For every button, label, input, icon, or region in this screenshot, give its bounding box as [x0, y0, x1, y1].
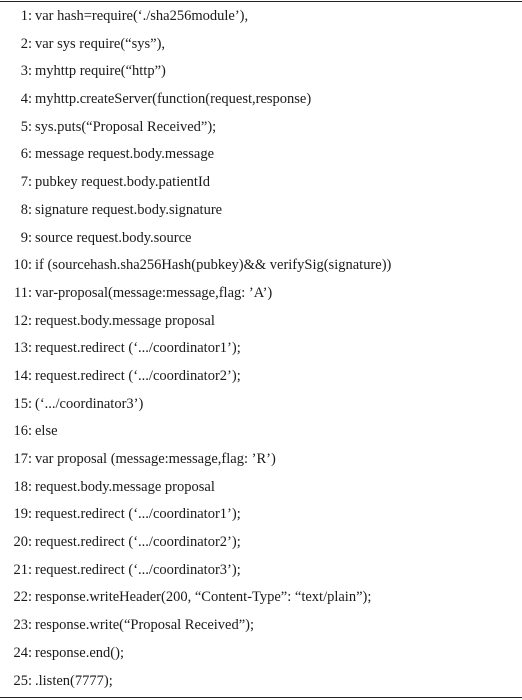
line-code: pubkey request.body.patientId	[35, 174, 211, 191]
line-number: 3:	[20, 63, 32, 80]
line-number: 21:	[13, 561, 32, 578]
line-code: response.writeHeader(200, “Content-Type”: “text/plain”);	[35, 589, 372, 606]
line-code: var hash=require(‘./sha256module’),	[35, 8, 249, 24]
line-number: 24:	[13, 644, 32, 661]
code-line	[0, 474, 522, 502]
line-number: 20:	[13, 534, 32, 551]
code-line	[0, 280, 522, 308]
line-code: if (sourcehash.sha256Hash(pubkey)&& verifySig(signature))	[35, 257, 392, 274]
code-line	[0, 308, 522, 336]
code-line	[0, 225, 522, 253]
line-number: 4:	[20, 91, 32, 108]
line-number: 19:	[13, 506, 32, 523]
line-code: else	[35, 423, 58, 440]
code-line	[0, 612, 522, 640]
line-code: request.body.message proposal	[35, 312, 215, 329]
line-code: response.end();	[35, 644, 124, 661]
code-line	[0, 335, 522, 363]
line-code: request.redirect (‘.../coordinator1’);	[35, 506, 241, 523]
code-line	[0, 391, 522, 419]
line-number: 10:	[13, 257, 32, 274]
line-code: request.body.message proposal	[35, 478, 215, 495]
line-code: source request.body.source	[35, 229, 192, 246]
line-code: request.redirect (‘.../coordinator1’);	[35, 340, 241, 357]
line-number: 25:	[13, 672, 32, 689]
line-number: 16:	[13, 423, 32, 440]
line-number: 13:	[13, 340, 32, 357]
line-number: 1:	[20, 8, 32, 24]
line-code: request.redirect (‘.../coordinator3’);	[35, 561, 241, 578]
line-number: 18:	[13, 478, 32, 495]
line-number: 8:	[20, 201, 32, 218]
bottom-rule	[0, 697, 522, 698]
line-code: request.redirect (‘.../coordinator2’);	[35, 534, 241, 551]
line-code: sys.puts(“Proposal Received”);	[35, 118, 217, 135]
line-number: 17:	[13, 451, 32, 467]
line-code: var-proposal(message:message,flag: ’A’)	[35, 284, 273, 301]
code-line	[0, 86, 522, 114]
code-line	[0, 668, 522, 696]
top-rule	[0, 1, 522, 2]
line-code: (‘.../coordinator3’)	[35, 395, 144, 412]
line-number: 15:	[13, 395, 32, 412]
line-number: 11:	[14, 284, 32, 301]
line-number: 5:	[20, 118, 32, 135]
code-line	[0, 363, 522, 391]
line-number: 6:	[20, 146, 32, 163]
line-code: request.redirect (‘.../coordinator2’);	[35, 367, 241, 384]
line-number: 22:	[13, 589, 32, 606]
line-code: message request.body.message	[35, 146, 215, 163]
line-number: 2:	[20, 35, 32, 52]
code-line	[0, 640, 522, 668]
line-number: 12:	[13, 312, 32, 329]
line-code: .listen(7777);	[35, 672, 113, 689]
line-number: 23:	[13, 617, 32, 634]
line-number: 9:	[20, 229, 32, 246]
line-code: myhttp require(“http”)	[35, 63, 166, 80]
code-line	[0, 58, 522, 86]
code-lines	[0, 3, 522, 695]
code-line	[0, 529, 522, 557]
code-line	[0, 252, 522, 280]
code-line	[0, 501, 522, 529]
code-line	[0, 169, 522, 197]
line-code: var sys require(“sys”),	[35, 35, 166, 52]
code-line	[0, 557, 522, 585]
code-line	[0, 114, 522, 142]
code-line	[0, 446, 522, 474]
line-code: var proposal (message:message,flag: ’R’)	[35, 451, 276, 467]
line-code: signature request.body.signature	[35, 201, 223, 218]
code-line	[0, 141, 522, 169]
code-line	[0, 418, 522, 446]
code-line	[0, 3, 522, 31]
line-code: myhttp.createServer(function(request,response)	[35, 91, 312, 108]
line-number: 14:	[13, 367, 32, 384]
code-line	[0, 584, 522, 612]
line-number: 7:	[20, 174, 32, 191]
line-code: response.write(“Proposal Received”);	[35, 617, 255, 634]
code-line	[0, 197, 522, 225]
code-line	[0, 31, 522, 59]
